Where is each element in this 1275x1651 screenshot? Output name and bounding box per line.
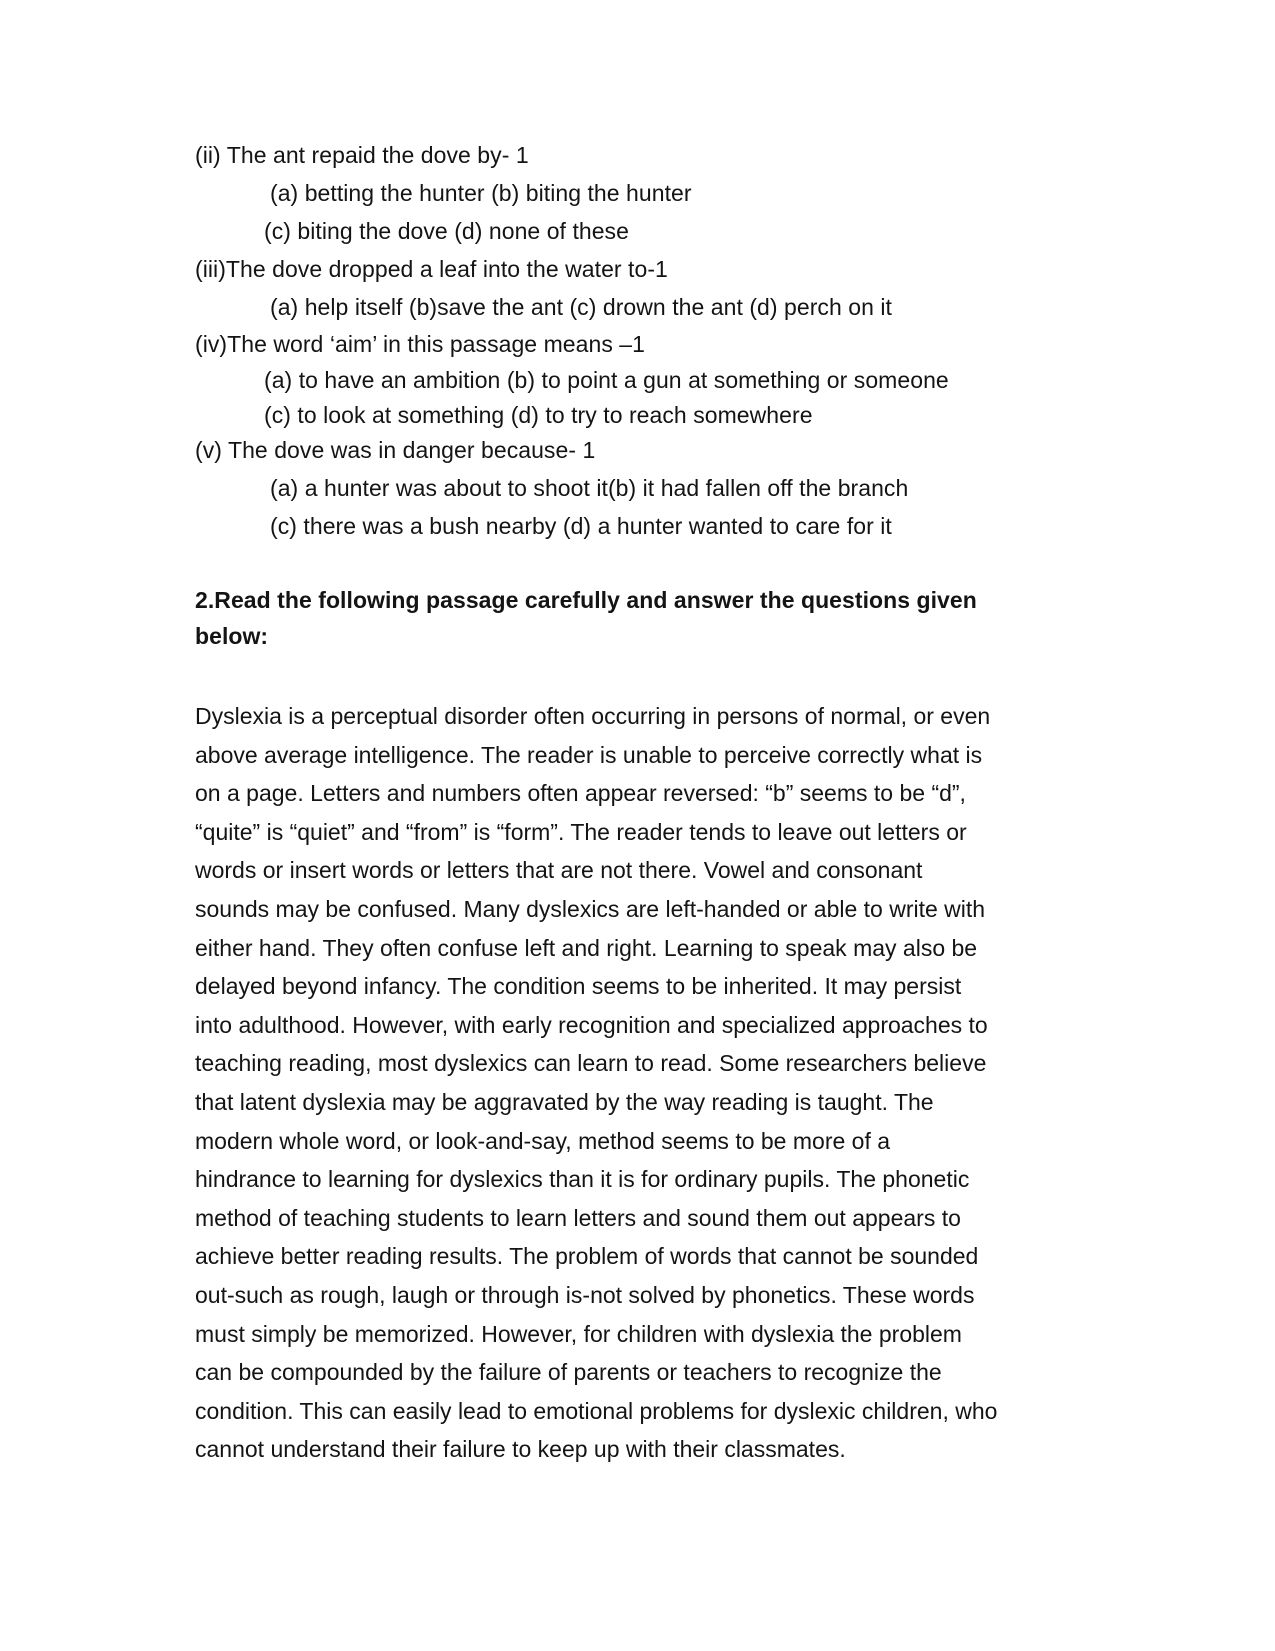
passage-line: out-such as rough, laugh or through is-not solved by phonetics. These words [195, 1281, 975, 1308]
passage-line: that latent dyslexia may be aggravated by the way reading is taught. The [195, 1088, 934, 1115]
question-3-stem: (iii)The dove dropped a leaf into the water to-1 [195, 256, 668, 282]
question-5-options-cd: (c) there was a bush nearby (d) a hunter wanted to care for it [270, 513, 892, 539]
passage-line: must simply be memorized. However, for children with dyslexia the problem [195, 1320, 962, 1347]
passage-line: modern whole word, or look-and-say, method seems to be more of a [195, 1127, 891, 1154]
passage-line: method of teaching students to learn letters and sound them out appears to [195, 1204, 961, 1231]
passage-line: above average intelligence. The reader is unable to perceive correctly what is [195, 741, 983, 768]
question-2-stem: (ii) The ant repaid the dove by- 1 [195, 142, 529, 168]
question-2-options-ab: (a) betting the hunter (b) biting the hunter [270, 180, 692, 206]
question-5-stem: (v) The dove was in danger because- 1 [195, 437, 596, 463]
passage-line: achieve better reading results. The problem of words that cannot be sounded [195, 1243, 979, 1270]
passage-line: can be compounded by the failure of parents or teachers to recognize the [195, 1359, 942, 1386]
passage-line: teaching reading, most dyslexics can learn to read. Some researchers believe [195, 1050, 987, 1077]
passage-line: “quite” is “quiet” and “from” is “form”. The reader tends to leave out letters or [195, 818, 967, 845]
passage-line: delayed beyond infancy. The condition seems to be inherited. It may persist [195, 973, 962, 1000]
question-4-options-ab: (a) to have an ambition (b) to point a gun at something or someone [264, 367, 949, 393]
passage-line: Dyslexia is a perceptual disorder often occurring in persons of normal, or even [195, 703, 991, 729]
question-5-options-ab: (a) a hunter was about to shoot it(b) it had fallen off the branch [270, 475, 909, 501]
question-2-options-cd: (c) biting the dove (d) none of these [264, 218, 629, 244]
passage-line: on a page. Letters and numbers often appear reversed: “b” seems to be “d”, [195, 780, 966, 807]
passage-line: into adulthood. However, with early recognition and specialized approaches to [195, 1011, 988, 1038]
passage-line: condition. This can easily lead to emotional problems for dyslexic children, who [195, 1397, 998, 1424]
passage-line: either hand. They often confuse left and right. Learning to speak may also be [195, 934, 978, 961]
section-2-heading-line-1: 2.Read the following passage carefully and answer the questions given [195, 587, 977, 613]
passage-line: words or insert words or letters that are not there. Vowel and consonant [195, 857, 923, 884]
section-2-heading-line-2: below: [195, 623, 269, 649]
question-4-options-cd: (c) to look at something (d) to try to reach somewhere [264, 402, 813, 428]
passage-paragraph [195, 697, 1085, 1469]
passage-line: cannot understand their failure to keep up with their classmates. [195, 1436, 846, 1463]
passage-line: hindrance to learning for dyslexics than it is for ordinary pupils. The phonetic [195, 1166, 970, 1193]
passage-line: sounds may be confused. Many dyslexics are left-handed or able to write with [195, 895, 986, 922]
question-3-options: (a) help itself (b)save the ant (c) drown the ant (d) perch on it [270, 294, 892, 320]
question-4-stem: (iv)The word ‘aim’ in this passage means –1 [195, 331, 645, 357]
